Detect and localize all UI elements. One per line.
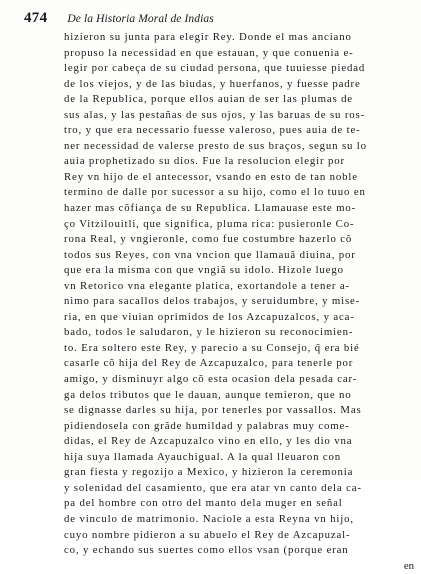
text-line: sus alas, y las pestañas de sus ojos, y las baruas de su ros- xyxy=(64,108,366,121)
text-line: to. Era soltero este Rey, y parecio a su Consejo, q̃ era bié xyxy=(64,341,360,354)
text-line: ner necessidad de valerse presto de sus braços, segun su lo xyxy=(64,139,367,152)
body-text xyxy=(64,30,416,574)
text-line: vn Retorico vna elegante platica, exortandole a tener a- xyxy=(64,279,350,292)
text-line: rona Real, y vngieronle, como fue costumbre hazerlo cõ xyxy=(64,233,353,246)
page-header xyxy=(24,10,414,28)
text-line: en xyxy=(403,559,414,572)
text-line: amigo, y disminuyr algo cõ esta ocasion dela pesada car- xyxy=(64,373,358,386)
text-line: casarle cõ hija del Rey de Azcapuzalco, para tenerle por xyxy=(64,357,354,370)
text-line: bado, todos le saludaron, y le hizieron su reconocimien- xyxy=(64,326,354,339)
text-line: y solenidad del casamiento, que era atar vn canto dela ca- xyxy=(64,481,362,494)
text-line: tro, y que era necessario fuesse valeroso, pues auia de te- xyxy=(64,124,361,137)
text-line: auia prophetizado su dios. Fue la resolucion elegir por xyxy=(64,155,345,168)
text-line: de la Republica, porque ellos auian de ser las plumas de xyxy=(64,93,353,106)
page-number: 474 xyxy=(24,10,48,26)
text-line: didas, el Rey de Azcapuzalco vino en ello, y les dio vna xyxy=(64,435,353,448)
text-line: que era la misma con que vngiã su idolo. Hizole luego xyxy=(64,264,344,277)
text-line: hazer mas cõfiança de su Republica. Llamauase este mo- xyxy=(64,202,357,215)
text-line: pa del hombre con otro del manto dela muger en señal xyxy=(64,497,343,510)
text-line: termino de dalle por sucessor a su hijo, como el lo tuuo en xyxy=(64,186,366,199)
text-line: pidiendosela con grãde humildad y palabras muy come- xyxy=(64,419,350,432)
text-line: de los viejos, y de las biudas, y huerfanos, y fuesse padre xyxy=(64,77,361,90)
text-line: co, y echando sus suertes como ellos vsan (porque eran xyxy=(64,544,349,557)
text-line: todos sus Reyes, con vna vncion que llamauã diuina, por xyxy=(64,248,356,261)
text-line: hija suya llamada Ayauchigual. A la qual lleuaron con xyxy=(64,450,342,463)
text-line: Rey vn hijo de el antecessor, vsando en esto de tan noble xyxy=(64,170,358,183)
text-line: legir por cabeça de su ciudad persona, que tuuiesse piedad xyxy=(64,62,366,75)
text-line: se dignasse darles su hija, por tenerles por vassallos. Mas xyxy=(64,404,362,417)
text-line: nimo para sacallos delos trabajos, y seruidumbre, y mise- xyxy=(64,295,361,308)
text-line: ço Vitzilouitli, que significa, pluma rica: pusieronle Co- xyxy=(64,217,355,230)
text-line: ga delos tributos que le dauan, aunque temieron, que no xyxy=(64,388,352,401)
text-line: cuyo nombre pidieron a su abuelo el Rey de Azcapuzal- xyxy=(64,528,351,541)
text-line: hizieron su junta para elegir Rey. Donde el mas anciano xyxy=(64,31,352,43)
running-title: De la Historia Moral de Indias xyxy=(67,13,214,25)
text-line: propuso la necessidad en que estauan, y que conuenia e- xyxy=(64,46,354,59)
text-line: de vinculo de matrimonio. Naciole a esta Reyna vn hijo, xyxy=(64,512,354,525)
text-line: gran fiesta y regozijo a Mexico, y hizieron la ceremonia xyxy=(64,466,354,479)
text-line: ria, en que viuian oprimidos de los Azcapuzalcos, y aca- xyxy=(64,310,355,323)
